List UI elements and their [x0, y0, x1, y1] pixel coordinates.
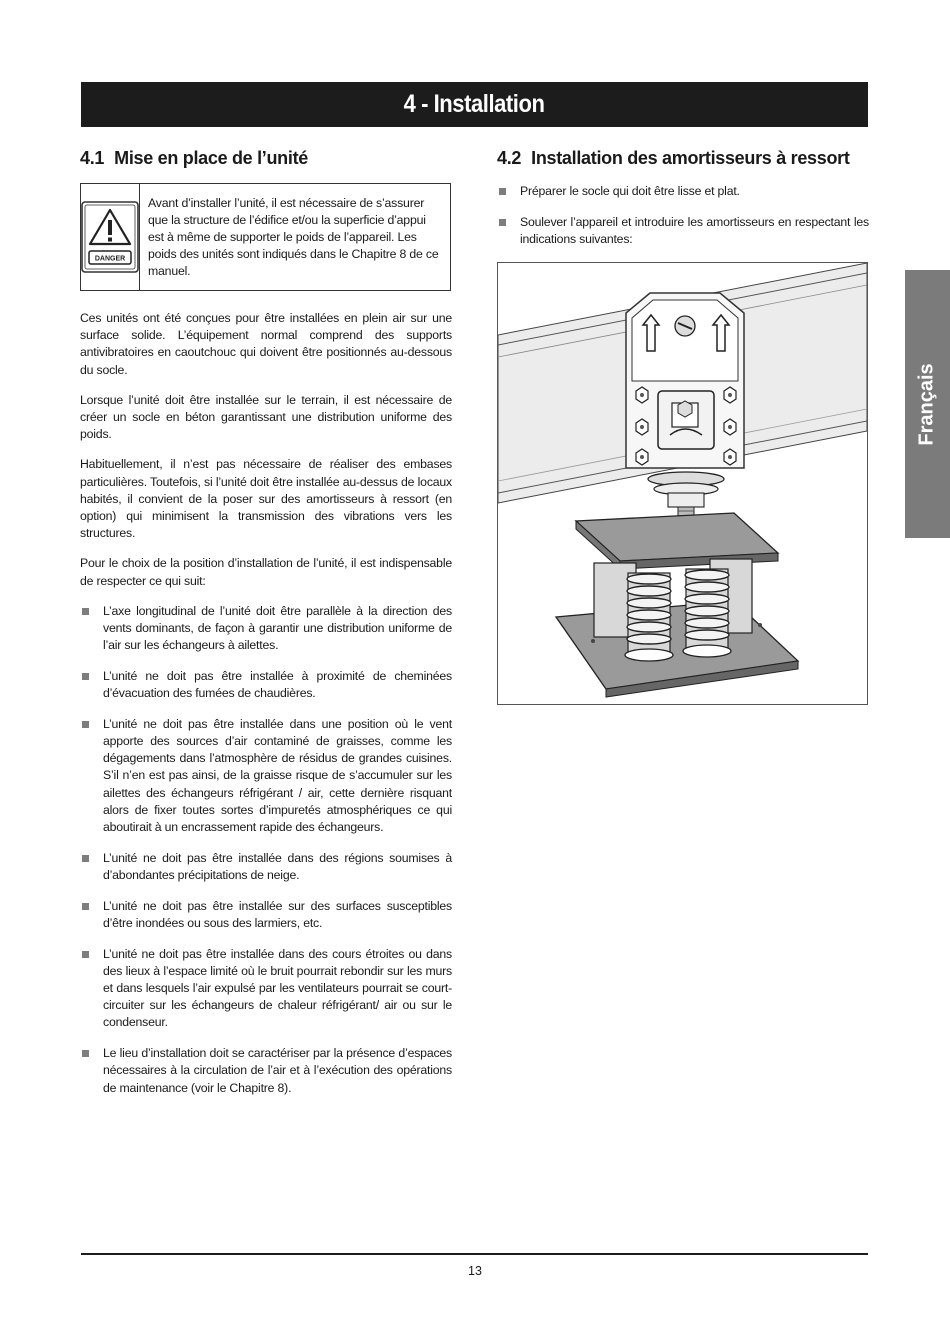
list-item — [80, 668, 452, 702]
language-tab — [905, 270, 950, 538]
section-4-2 — [497, 148, 869, 705]
section-4-2-heading — [497, 148, 869, 169]
bullet-square-icon — [82, 903, 89, 910]
danger-label: DANGER — [94, 255, 126, 263]
list-item-text: L’unité ne doit pas être installée à proximité de cheminées d’évacuation des fumées de chaudières. — [103, 668, 452, 701]
section-4-2-title: Installation des amortisseurs à ressort — [531, 148, 850, 168]
chapter-title: 4 - Installation — [404, 90, 545, 118]
list-item-text: L’unité ne doit pas être installée dans des cours étroites ou dans des lieux à l’espace limité où le bruit pourrait rebondir sur les murs et dans lesquels l’air expulsé par les ventilateurs pourrait se court-circuiter sur les échangeurs de chaleur réfrigérant/ air ou sur le condenseur. — [103, 946, 452, 1030]
danger-sign-cell — [81, 184, 140, 290]
section-4-1 — [80, 148, 452, 1110]
list-item — [80, 850, 452, 884]
spring-damper-illustration — [497, 262, 868, 705]
danger-warning-text: Avant d’installer l’unité, il est nécessaire de s’assurer que la structure de l’édifice et/ou la superficie d’appui est à même de supporter le poids de l’appareil. Les poids des unités sont indiqués dans le Chapitre 8 de ce manuel. — [148, 196, 439, 278]
list-item — [80, 946, 452, 1032]
list-item — [80, 716, 452, 836]
footer-rule — [81, 1253, 868, 1255]
list-item-text: Préparer le socle qui doit être lisse et plat. — [520, 184, 740, 198]
list-item-text: L’unité ne doit pas être installée dans des régions soumises à d’abondantes précipitations de neige. — [103, 850, 452, 882]
chapter-header — [81, 82, 868, 127]
list-item — [497, 183, 869, 200]
installation-requirements-list — [80, 603, 452, 1097]
list-item-text: L’axe longitudinal de l’unité doit être parallèle à la direction des vents dominants, de façon à garantir une distribution uniforme de l’air sur les échangeurs à ailettes. — [103, 603, 452, 653]
section-4-1-number: 4.1 — [80, 148, 105, 168]
paragraph: Ces unités ont été conçues pour être installées en plein air sur une surface solide. L’équipement normal comprend des supports antivibratoires en caoutchouc qui doivent être positionnés au-dessous du socle. — [80, 311, 452, 377]
section-4-2-number: 4.2 — [497, 148, 522, 168]
bullet-square-icon — [82, 1050, 89, 1057]
list-item-text: Le lieu d’installation doit se caractériser par la présence d’espaces nécessaires à la circulation de l’air et à l’exécution des opérations de maintenance (voir le Chapitre 8). — [103, 1046, 452, 1095]
section-4-1-heading — [80, 148, 452, 169]
list-item — [497, 214, 869, 248]
bullet-square-icon — [82, 608, 89, 615]
list-item — [80, 898, 452, 932]
paragraph: Habituellement, il n’est pas nécessaire de réaliser des embases particulières. Toutefois, si l’unité doit être installée au-dessus de locaux habités, il convient de la poser sur des amortisseurs à ressort (en option) qui minimisent la transmission des vibrations vers les structures. — [80, 457, 452, 541]
list-item-text: L’unité ne doit pas être installée dans une position où le vent apporte des sources d’air contaminé de graisses, comme les dégagements dans l’atmosphère de résidus de grandes cuisines. S’il n’en est pas ainsi, de la graisse risque de s’accumuler sur les ailettes des échangeurs réfrigérant / air, cette dernière risquant alors de fixer toutes sortes d’impuretés atmosphériques ce qui aboutirait à un encrassement rapide des échangeurs. — [103, 716, 452, 835]
list-item — [80, 1045, 452, 1097]
bullet-square-icon — [499, 188, 506, 195]
danger-warning-icon — [81, 201, 139, 273]
paragraph: Lorsque l’unité doit être installée sur le terrain, il est nécessaire de créer un socle en béton garantissant une distribution uniforme des poids. — [80, 392, 452, 442]
paragraph: Pour le choix de la position d’installation de l’unité, il est indispensable de respecter ce qui suit: — [80, 556, 452, 588]
bullet-square-icon — [82, 855, 89, 862]
spring-installation-steps — [497, 183, 869, 248]
list-item-text: L’unité ne doit pas être installée sur des surfaces susceptibles d’être inondées ou sous des larmiers, etc. — [103, 898, 452, 930]
bullet-square-icon — [82, 951, 89, 958]
bullet-square-icon — [82, 721, 89, 728]
spring-damper-drawing — [498, 263, 867, 704]
danger-warning-box — [80, 183, 451, 291]
page-number: 13 — [468, 1264, 482, 1278]
language-tab-label: Français — [916, 362, 939, 446]
list-item-text: Soulever l’appareil et introduire les amortisseurs en respectant les indications suivantes: — [520, 214, 869, 246]
bullet-square-icon — [499, 219, 506, 226]
section-4-1-title: Mise en place de l’unité — [114, 148, 308, 168]
bullet-square-icon — [82, 673, 89, 680]
list-item — [80, 603, 452, 655]
